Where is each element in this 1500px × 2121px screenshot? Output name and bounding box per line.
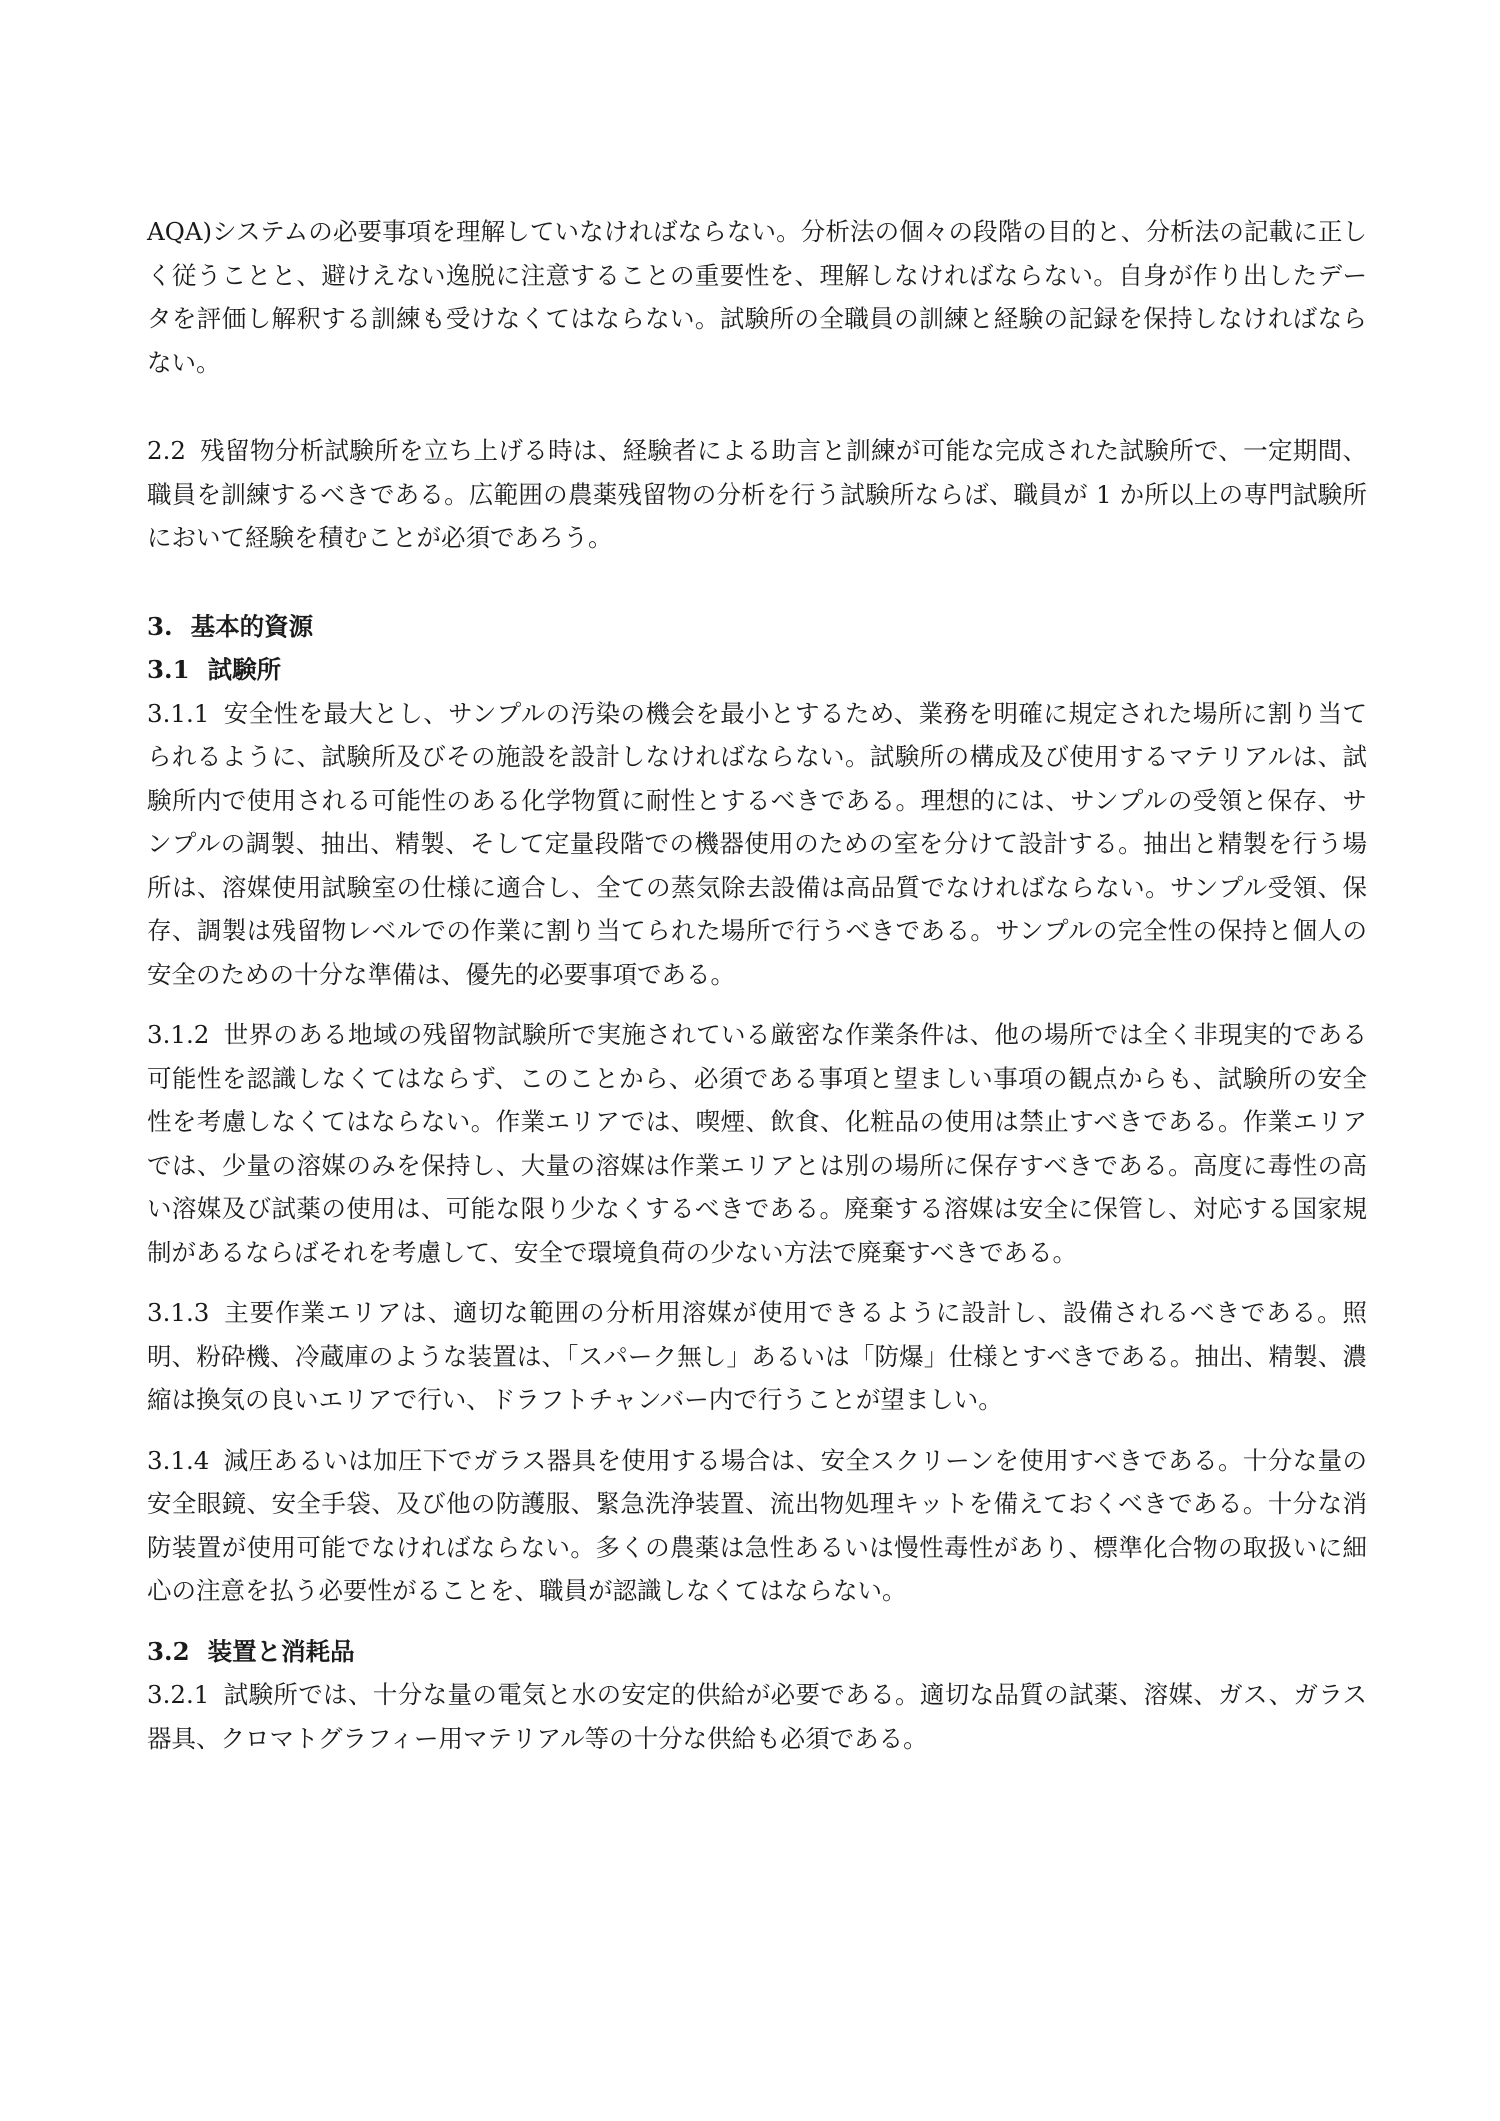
subsection-number: 3.1 bbox=[147, 655, 190, 684]
paragraph-3-1-3 bbox=[147, 1291, 1367, 1422]
paragraph-number: 3.1.4 bbox=[147, 1445, 210, 1475]
paragraph-3-1-1 bbox=[147, 692, 1367, 997]
paragraph-2-2 bbox=[147, 429, 1367, 560]
paragraph-text: 世界のある地域の残留物試験所で実施されている厳密な作業条件は、他の場所では全く非現実的である可能性を認識しなくてはならず、このことから、必須である事項と望ましい事項の観点からも、試験所の安全性を考慮しなくてはならない。作業エリアでは、喫煙、飲食、化粧品の使用は禁止すべきである。作業エリアでは、少量の溶媒のみを保持し、大量の溶媒は作業エリアとは別の場所に保存すべきである。高度に毒性の高い溶媒及び試薬の使用は、可能な限り少なくするべきである。廃棄する溶媒は安全に保管し、対応する国家規制があるならばそれを考慮して、安全で環境負荷の少ない方法で廃棄すべきである。 bbox=[147, 1020, 1367, 1267]
subsection-heading-3-1 bbox=[147, 648, 1367, 692]
section-number: 3. bbox=[147, 611, 173, 641]
paragraph-3-1-4 bbox=[147, 1439, 1367, 1613]
subsection-title: 試験所 bbox=[207, 655, 282, 684]
document-page bbox=[147, 210, 1367, 1777]
paragraph-number: 3.2.1 bbox=[147, 1680, 210, 1709]
subsection-heading-3-2 bbox=[147, 1630, 1367, 1674]
subsection-title: 装置と消耗品 bbox=[207, 1636, 355, 1666]
paragraph-text: 減圧あるいは加圧下でガラス器具を使用する場合は、安全スクリーンを使用すべきである。十分な量の安全眼鏡、安全手袋、及び他の防護服、緊急洗浄装置、流出物処理キットを備えておくべきである。十分な消防装置が使用可能でなければならない。多くの農薬は急性あるいは慢性毒性があり、標準化合物の取扱いに細心の注意を払う必要性がることを、職員が認識しなくてはならない。 bbox=[147, 1445, 1367, 1605]
paragraph-number: 3.1.1 bbox=[147, 698, 210, 728]
paragraph-number: 3.1.3 bbox=[147, 1298, 210, 1327]
paragraph-3-1-2 bbox=[147, 1013, 1367, 1274]
paragraph-text: 残留物分析試験所を立ち上げる時は、経験者による助言と訓練が可能な完成された試験所で、一定期間、職員を訓練するべきである。広範囲の農薬残留物の分析を行う試験所ならば、職員が 1 か所以上の専門試験所において経験を積むことが必須であろう。 bbox=[147, 436, 1367, 552]
paragraph-text: 主要作業エリアは、適切な範囲の分析用溶媒が使用できるように設計し、設備されるべきである。照明、粉砕機、冷蔵庫のような装置は、「スパーク無し」あるいは「防爆」仕様とすべきである。抽出、精製、濃縮は換気の良いエリアで行い、ドラフトチャンバー内で行うことが望ましい。 bbox=[147, 1298, 1367, 1414]
paragraph-3-2-1 bbox=[147, 1673, 1367, 1760]
paragraph-text: 試験所では、十分な量の電気と水の安定的供給が必要である。適切な品質の試薬、溶媒、ガス、ガラス器具、クロマトグラフィー用マテリアル等の十分な供給も必須である。 bbox=[147, 1680, 1367, 1753]
paragraph-number: 2.2 bbox=[147, 436, 186, 465]
paragraph-text: 安全性を最大とし、サンプルの汚染の機会を最小とするため、業務を明確に規定された場所に割り当てられるように、試験所及びその施設を設計しなければならない。試験所の構成及び使用するマテリアルは、試験所内で使用される可能性のある化学物質に耐性とするべきである。理想的には、サンプルの受領と保存、サンプルの調製、抽出、精製、そして定量段階での機器使用のための室を分けて設計する。抽出と精製を行う場所は、溶媒使用試験室の仕様に適合し、全ての蒸気除去設備は高品質でなければならない。サンプル受領、保存、調製は残留物レベルでの作業に割り当てられた場所で行うべきである。サンプルの完全性の保持と個人の安全のための十分な準備は、優先的必要事項である。 bbox=[147, 698, 1367, 989]
section-title: 基本的資源 bbox=[190, 611, 314, 641]
subsection-number: 3.2 bbox=[147, 1636, 190, 1666]
paragraph-number: 3.1.2 bbox=[147, 1020, 210, 1049]
paragraph-intro: AQA)システムの必要事項を理解していなければならない。分析法の個々の段階の目的と、分析法の記載に正しく従うことと、避けえない逸脱に注意することの重要性を、理解しなければならない。自身が作り出したデータを評価し解釈する訓練も受けなくてはならない。試験所の全職員の訓練と経験の記録を保持しなければならない。 bbox=[147, 217, 1367, 377]
section-heading-3 bbox=[147, 605, 1367, 649]
